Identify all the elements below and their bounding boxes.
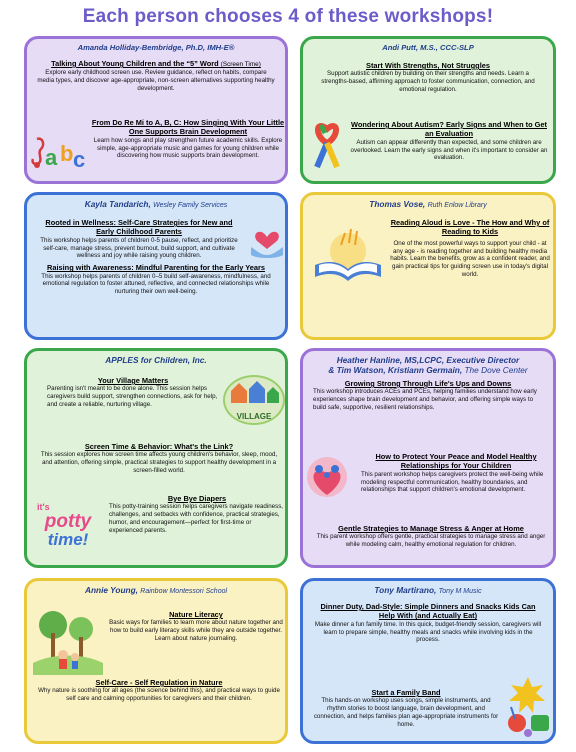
workshop-title: Self-Care - Self Regulation in Nature [95, 678, 223, 687]
presenter-affiliation: Tony M Music [438, 588, 482, 595]
workshop-description: This potty-training session helps caregivers navigate readiness, challenges, and setbacks with confidence, practical strategies, humor, and encouragement—perfect for first-time or experienced parents. [109, 503, 284, 534]
workshop-description: This workshop helps parents of children 0-5 pause, reflect, and prioritize self-care, manage stress, prevent burnout, build support, and cultivate wellness and joy while raising young children. [40, 236, 238, 260]
workshop-card-dove-center [300, 348, 556, 568]
workshop-title-wrap [37, 59, 275, 69]
presenter-line [27, 195, 285, 211]
workshop-tag: (Screen Time) [220, 61, 261, 68]
nature-children-icon [33, 607, 103, 675]
workshop-title: Wondering About Autism? Early Signs and When to Get an Evaluation [351, 120, 547, 139]
page-title: Each person chooses 4 of these workshops! [82, 6, 494, 27]
workshop-card-tandarich [24, 192, 288, 340]
potty-text-3: time! [47, 530, 89, 549]
workshop-title: Your Village Matters [97, 376, 169, 385]
workshop-card-young [24, 578, 288, 744]
workshop-card-martirano [300, 578, 556, 744]
presenter-name: Amanda Holliday-Bembridge, Ph.D, IMH-E® [77, 43, 235, 52]
workshop-title: Raising with Awareness: Mindful Parenting for the Early Years [47, 263, 265, 273]
presenter-name: APPLES for Children, Inc. [105, 355, 207, 365]
presenter-affiliation: Wesley Family Services [153, 202, 228, 209]
music-instruments-icon [501, 673, 555, 739]
open-book-icon [311, 225, 385, 289]
presenter-name: Andi Putt, M.S., CCC-SLP [382, 43, 474, 52]
workshop-card-apples [24, 348, 288, 568]
workshop-description: Support autistic children by building on their strengths and needs. Learn a strengths-based, affirming approach to foster communication, connection, and emotional regulation. [321, 70, 535, 93]
workshop-card-putt [300, 36, 556, 184]
workshop-title: Rooted in Wellness: Self-Care Strategies for New and Early Childhood Parents [45, 218, 233, 237]
workshop-description: Autism can appear differently than expected, and some children are overlooked. Learn the early signs and when it's important to consider an evaluation. [350, 138, 548, 162]
workshop-title: Screen Time & Behavior: What's the Link? [84, 442, 234, 451]
workshop-title: Gentle Strategies to Manage Stress & Anger at Home [338, 524, 524, 533]
workshop-title: Bye Bye Diapers [167, 494, 227, 503]
presenter-name: Tony Martirano, [374, 585, 437, 595]
workshop-description: Parenting isn't meant to be done alone. This session helps caregivers build support, strengthen connections, ask for help, and create a reliable, nurturing village. [47, 385, 218, 408]
workshop-description: Explore early childhood screen use. Review guidance, reflect on habits, compare media types, and discover age-appropriate, non-screen alternatives supporting healthy development. [37, 69, 275, 92]
village-icon [223, 375, 285, 425]
village-houses-icon [225, 377, 283, 407]
workshop-description: Why nature is soothing for all ages (the science behind this), and practical ways to guide self care and calming opportunities for caregivers and their children. [38, 687, 280, 703]
potty-text-1: it's [37, 502, 50, 512]
svg-text:a: a [45, 145, 58, 170]
workshop-description: Basic ways for families to learn more about nature together and how to build early literacy skills while they are outside together. Learn about nature journaling. [109, 619, 283, 642]
potty-time-icon [33, 503, 103, 559]
svg-text:c: c [73, 147, 86, 172]
presenter-affiliation: The Dove Center [464, 365, 528, 375]
svg-text:b: b [60, 141, 74, 166]
workshop-description: This parent workshop offers gentle, practical strategies to manage stress and anger while modeling calm, healthy emotional regulation for children. [316, 533, 546, 549]
workshop-card-holliday [24, 36, 288, 184]
workshop-title: Start a Family Band [371, 688, 441, 697]
workshop-title: Nature Literacy [169, 610, 223, 619]
presenter-line-1: Heather Hanline, MS,LCPC, Executive Director [336, 355, 520, 365]
workshop-title: Talking About Young Children and the “5” Word [51, 59, 219, 68]
abc-music-icon [31, 131, 89, 177]
potty-text-2: potty [44, 511, 92, 532]
workshop-description: This session explores how screen time affects young children's behavior, sleep, mood, and attention, offering simple, practical strategies to support healthy development in a screen-filled world. [40, 451, 278, 474]
workshop-description: This hands-on workshop uses songs, simple instruments, and rhythm stories to boost language, brain development, and connection, and helps families plan age-appropriate instruments for home. [313, 697, 499, 728]
presenter-line [303, 581, 553, 597]
presenter-line [27, 581, 285, 597]
workshop-description: This workshop introduces ACEs and PCEs, helping families understand how early experiences shape brain development and behavior, and offering simple ways to build safe, supportive, resilient relationships. [313, 388, 537, 411]
presenter-name: Annie Young, [84, 585, 138, 595]
workshop-description: This workshop helps parents of children 0–5 build self-awareness, mindfulness, and emotional regulation to foster attuned, reflective, and connected relationships while nurturing their own well-being. [41, 272, 271, 296]
workshop-title: How to Protect Your Peace and Model Healthy Relationships for Your Children [375, 452, 537, 471]
presenter-name: Kayla Tandarich, [84, 199, 151, 209]
presenter-line-2 [303, 365, 553, 375]
presenter-names: & Tim Watson, Kristiann Germain, [328, 365, 463, 375]
workshop-description: This parent workshop helps caregivers protect the well-being while modeling respectful communication, healthy boundaries, and relationships that support children's emotional development. [361, 470, 544, 494]
presenter-name: Thomas Vose, [369, 199, 426, 209]
workshop-title: Start With Strengths, Not Struggles [366, 61, 490, 70]
workshop-title: From Do Re Mi to A, B, C: How Singing With Your Little One Supports Brain Development [91, 118, 285, 137]
workshop-title: Growing Strong Through Life's Ups and Downs [344, 379, 512, 388]
village-label: VILLAGE [236, 412, 272, 421]
workshop-card-vose [300, 192, 556, 340]
puzzle-ribbon-icon [311, 119, 343, 171]
workshop-description: Make dinner a fun family time. In this quick, budget-friendly session, caregivers will learn to prepare simple, healthy meals and snacks while involving kids in the process. [314, 620, 542, 644]
workshop-description: Learn how songs and play strengthen future academic skills. Explore simple, age-appropriate music and games for young children while discovering how music supports brain development. [93, 136, 283, 160]
workshop-title: Reading Aloud is Love - The How and Why of Reading to Kids [390, 218, 550, 237]
presenter-affiliation: Rainbow Montessori School [140, 588, 228, 595]
family-heart-icon [300, 455, 357, 499]
presenter-affiliation: Ruth Enlow Library [427, 202, 487, 209]
presenter-line [303, 195, 553, 211]
workshop-description: One of the most powerful ways to support your child - at any age - is reading together and building healthy media habits. Learn the benefits, grow as a confident reader, and gain practical tips for guiding screen use in today's digital world. [390, 239, 550, 278]
workshop-title: Dinner Duty, Dad-Style: Simple Dinners and Snacks Kids Can Help With (and Actually Eat) [320, 602, 536, 621]
heart-hands-icon [249, 221, 285, 261]
